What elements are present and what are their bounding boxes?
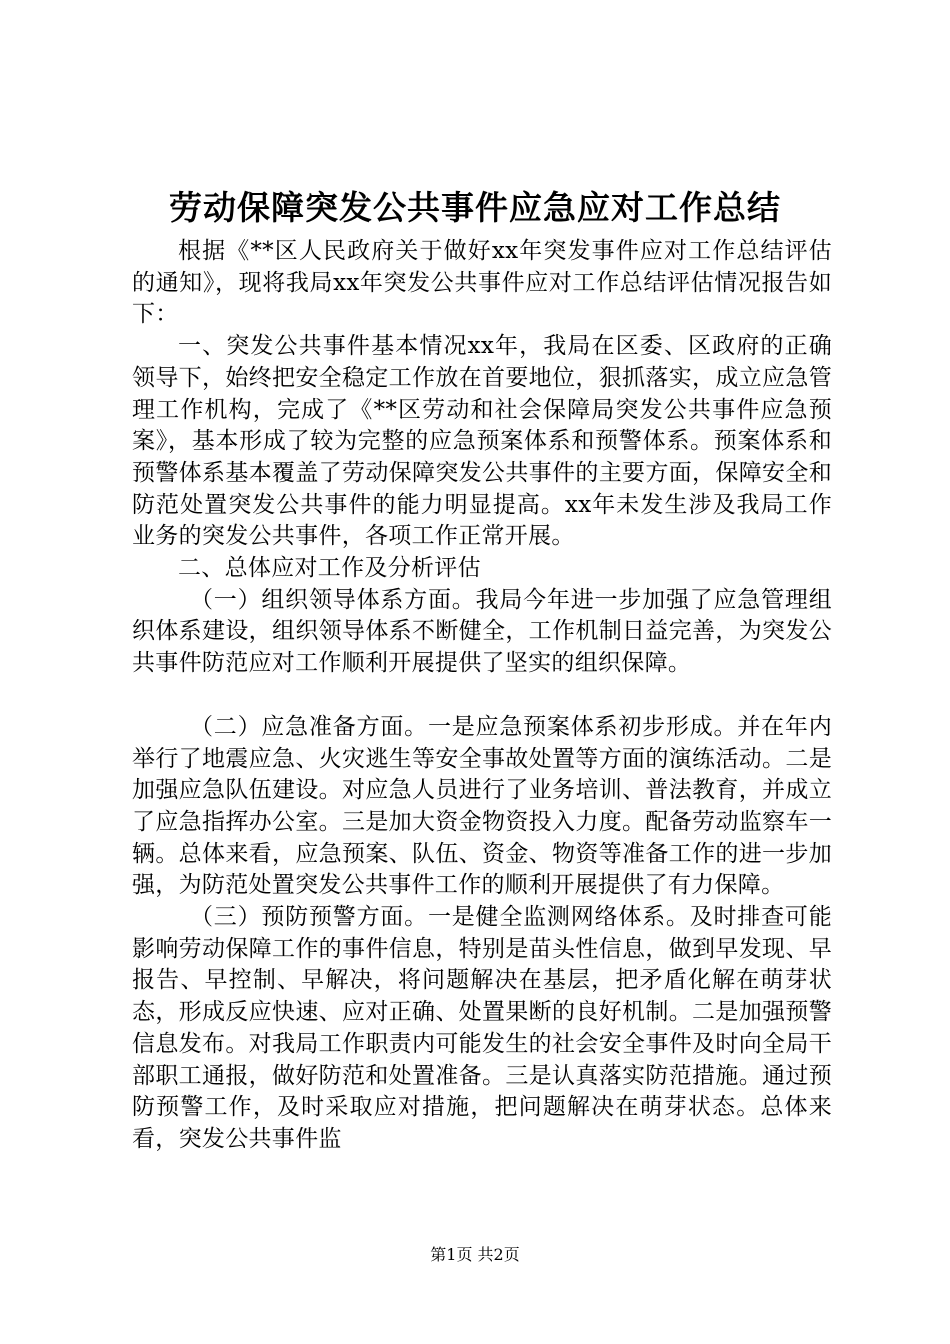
- paragraph-subsection-2: （二）应急准备方面。一是应急预案体系初步形成。并在年内举行了地震应急、火灾逃生等安全事故处置等方面的演练活动。二是加强应急队伍建设。对应急人员进行了业务培训、普法教育，并成立了应急指挥办公室。三是加大资金物资投入力度。配备劳动监察车一辆。总体来看，应急预案、队伍、资金、物资等准备工作的进一步加强，为防范处置突发公共事件工作的顺利开展提供了有力保障。: [132, 713, 832, 899]
- paragraph-section-2-heading: 二、总体应对工作及分析评估: [178, 555, 481, 582]
- paragraph-subsection-1: （一）组织领导体系方面。我局今年进一步加强了应急管理组织体系建设，组织领导体系不断健全，工作机制日益完善，为突发公共事件防范应对工作顺利开展提供了坚实的组织保障。: [132, 586, 832, 677]
- page-number-footer: 第1页 共2页: [430, 1245, 520, 1264]
- paragraph-section-1: 一、突发公共事件基本情况xx年，我局在区委、区政府的正确领导下，始终把安全稳定工作放在首要地位，狠抓落实，成立应急管理工作机构，完成了《**区劳动和社会保障局突发公共事件应急预案》，基本形成了较为完整的应急预案体系和预警体系。预案体系和预警体系基本覆盖了劳动保障突发公共事件的主要方面，保障安全和防范处置突发公共事件的能力明显提高。xx年未发生涉及我局工作业务的突发公共事件，各项工作正常开展。: [132, 333, 832, 550]
- paragraph-subsection-3: （三）预防预警方面。一是健全监测网络体系。及时排查可能影响劳动保障工作的事件信息，特别是苗头性信息，做到早发现、早报告、早控制、早解决，将问题解决在基层，把矛盾化解在萌芽状态，形成反应快速、应对正确、处置果断的良好机制。二是加强预警信息发布。对我局工作职责内可能发生的社会安全事件及时向全局干部职工通报，做好防范和处置准备。三是认真落实防范措施。通过预防预警工作，及时采取应对措施，把问题解决在萌芽状态。总体来看，突发公共事件监: [132, 904, 832, 1152]
- document-body: [132, 236, 832, 1156]
- paragraph-intro: 根据《**区人民政府关于做好xx年突发事件应对工作总结评估的通知》，现将我局xx年突发公共事件应对工作总结评估情况报告如下：: [132, 238, 832, 328]
- document-title: 劳动保障突发公共事件应急应对工作总结: [169, 188, 781, 227]
